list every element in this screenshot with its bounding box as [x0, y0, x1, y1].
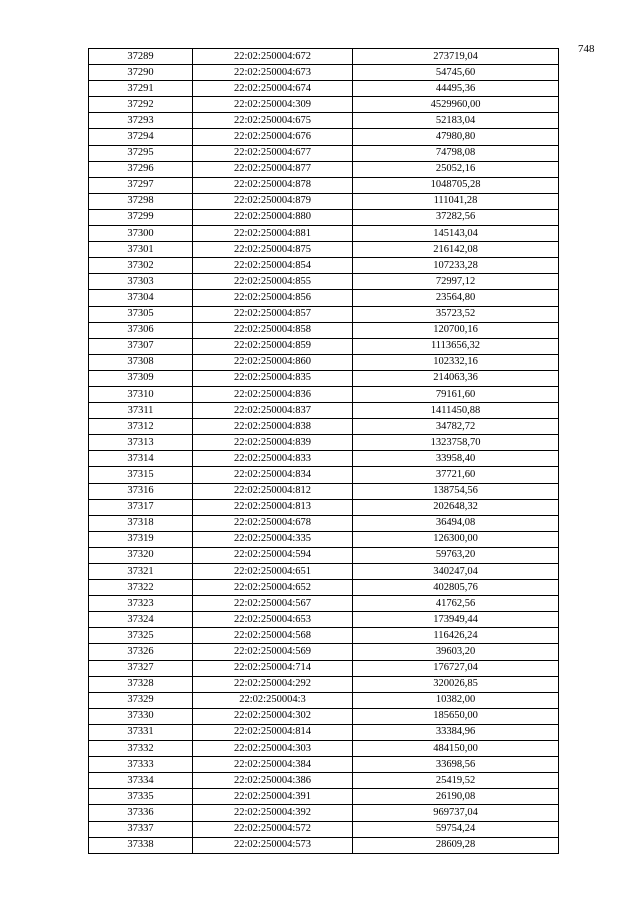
table-row	[89, 161, 559, 177]
table-row	[89, 65, 559, 81]
row-number-cell: 37319	[89, 531, 193, 547]
row-number-cell: 37316	[89, 483, 193, 499]
table-row	[89, 209, 559, 225]
row-number-cell: 37326	[89, 644, 193, 660]
cadastral-number-cell: 22:02:250004:879	[193, 193, 353, 209]
table-row	[89, 226, 559, 242]
cadastral-value-cell: 25419,52	[353, 773, 559, 789]
cadastral-number-cell: 22:02:250004:878	[193, 177, 353, 193]
row-number-cell: 37302	[89, 258, 193, 274]
table-row	[89, 322, 559, 338]
row-number-cell: 37323	[89, 596, 193, 612]
table-row	[89, 676, 559, 692]
cadastral-number-cell: 22:02:250004:651	[193, 564, 353, 580]
cadastral-value-cell: 34782,72	[353, 419, 559, 435]
table-row	[89, 129, 559, 145]
row-number-cell: 37291	[89, 81, 193, 97]
row-number-cell: 37318	[89, 515, 193, 531]
cadastral-value-cell: 10382,00	[353, 692, 559, 708]
cadastral-value-cell: 116426,24	[353, 628, 559, 644]
cadastral-number-cell: 22:02:250004:309	[193, 97, 353, 113]
cadastral-number-cell: 22:02:250004:838	[193, 419, 353, 435]
table-row	[89, 370, 559, 386]
cadastral-value-cell: 107233,28	[353, 258, 559, 274]
table-row	[89, 403, 559, 419]
cadastral-value-cell: 214063,36	[353, 370, 559, 386]
cadastral-number-cell: 22:02:250004:678	[193, 515, 353, 531]
row-number-cell: 37304	[89, 290, 193, 306]
cadastral-value-cell: 37282,56	[353, 209, 559, 225]
table-row	[89, 547, 559, 563]
cadastral-value-cell: 33698,56	[353, 757, 559, 773]
table-row	[89, 596, 559, 612]
cadastral-value-cell: 126300,00	[353, 531, 559, 547]
table-row	[89, 789, 559, 805]
row-number-cell: 37295	[89, 145, 193, 161]
cadastral-number-cell: 22:02:250004:860	[193, 354, 353, 370]
table-row	[89, 242, 559, 258]
cadastral-number-cell: 22:02:250004:673	[193, 65, 353, 81]
table-row	[89, 97, 559, 113]
table-row	[89, 354, 559, 370]
cadastral-value-cell: 59763,20	[353, 547, 559, 563]
cadastral-value-cell: 484150,00	[353, 741, 559, 757]
row-number-cell: 37308	[89, 354, 193, 370]
row-number-cell: 37293	[89, 113, 193, 129]
table-row	[89, 81, 559, 97]
row-number-cell: 37317	[89, 499, 193, 515]
cadastral-value-cell: 185650,00	[353, 708, 559, 724]
cadastral-number-cell: 22:02:250004:837	[193, 403, 353, 419]
table-row	[89, 338, 559, 354]
row-number-cell: 37320	[89, 547, 193, 563]
cadastral-value-cell: 33384,96	[353, 724, 559, 740]
table-row	[89, 564, 559, 580]
cadastral-number-cell: 22:02:250004:567	[193, 596, 353, 612]
cadastral-number-cell: 22:02:250004:302	[193, 708, 353, 724]
cadastral-number-cell: 22:02:250004:857	[193, 306, 353, 322]
row-number-cell: 37332	[89, 741, 193, 757]
cadastral-number-cell: 22:02:250004:856	[193, 290, 353, 306]
cadastral-number-cell: 22:02:250004:859	[193, 338, 353, 354]
row-number-cell: 37315	[89, 467, 193, 483]
cadastral-value-cell: 202648,32	[353, 499, 559, 515]
row-number-cell: 37337	[89, 821, 193, 837]
cadastral-number-cell: 22:02:250004:3	[193, 692, 353, 708]
table-row	[89, 660, 559, 676]
row-number-cell: 37292	[89, 97, 193, 113]
page-number: 748	[578, 43, 595, 55]
table-row	[89, 805, 559, 821]
cadastral-number-cell: 22:02:250004:814	[193, 724, 353, 740]
cadastral-value-cell: 340247,04	[353, 564, 559, 580]
cadastral-value-cell: 145143,04	[353, 226, 559, 242]
cadastral-number-cell: 22:02:250004:572	[193, 821, 353, 837]
table-row	[89, 467, 559, 483]
table-row	[89, 306, 559, 322]
cadastral-number-cell: 22:02:250004:813	[193, 499, 353, 515]
table-row	[89, 692, 559, 708]
table-row	[89, 837, 559, 853]
table-row	[89, 483, 559, 499]
table-row	[89, 290, 559, 306]
row-number-cell: 37310	[89, 386, 193, 402]
table-row	[89, 113, 559, 129]
cadastral-value-cell: 54745,60	[353, 65, 559, 81]
row-number-cell: 37303	[89, 274, 193, 290]
cadastral-value-cell: 44495,36	[353, 81, 559, 97]
cadastral-number-cell: 22:02:250004:335	[193, 531, 353, 547]
cadastral-value-cell: 41762,56	[353, 596, 559, 612]
table-row	[89, 515, 559, 531]
cadastral-number-cell: 22:02:250004:653	[193, 612, 353, 628]
cadastral-value-cell: 23564,80	[353, 290, 559, 306]
cadastral-number-cell: 22:02:250004:855	[193, 274, 353, 290]
row-number-cell: 37309	[89, 370, 193, 386]
cadastral-number-cell: 22:02:250004:303	[193, 741, 353, 757]
row-number-cell: 37290	[89, 65, 193, 81]
row-number-cell: 37301	[89, 242, 193, 258]
table-row	[89, 193, 559, 209]
cadastral-number-cell: 22:02:250004:675	[193, 113, 353, 129]
cadastral-value-cell: 1411450,88	[353, 403, 559, 419]
cadastral-number-cell: 22:02:250004:676	[193, 129, 353, 145]
cadastral-value-cell: 39603,20	[353, 644, 559, 660]
row-number-cell: 37289	[89, 49, 193, 65]
row-number-cell: 37296	[89, 161, 193, 177]
cadastral-value-cell: 37721,60	[353, 467, 559, 483]
table-row	[89, 499, 559, 515]
cadastral-number-cell: 22:02:250004:677	[193, 145, 353, 161]
cadastral-value-cell: 273719,04	[353, 49, 559, 65]
row-number-cell: 37313	[89, 435, 193, 451]
table-row	[89, 821, 559, 837]
table-row	[89, 419, 559, 435]
cadastral-value-table	[88, 48, 559, 854]
row-number-cell: 37294	[89, 129, 193, 145]
table-row	[89, 724, 559, 740]
table-row	[89, 757, 559, 773]
cadastral-value-cell: 72997,12	[353, 274, 559, 290]
cadastral-value-cell: 25052,16	[353, 161, 559, 177]
cadastral-number-cell: 22:02:250004:875	[193, 242, 353, 258]
cadastral-number-cell: 22:02:250004:839	[193, 435, 353, 451]
cadastral-value-cell: 59754,24	[353, 821, 559, 837]
table-row	[89, 435, 559, 451]
table-row	[89, 531, 559, 547]
row-number-cell: 37335	[89, 789, 193, 805]
cadastral-value-cell: 36494,08	[353, 515, 559, 531]
cadastral-value-cell: 1048705,28	[353, 177, 559, 193]
cadastral-number-cell: 22:02:250004:573	[193, 837, 353, 853]
cadastral-number-cell: 22:02:250004:392	[193, 805, 353, 821]
table-row	[89, 773, 559, 789]
table-row	[89, 145, 559, 161]
cadastral-number-cell: 22:02:250004:568	[193, 628, 353, 644]
cadastral-value-cell: 1323758,70	[353, 435, 559, 451]
row-number-cell: 37328	[89, 676, 193, 692]
table-row	[89, 644, 559, 660]
row-number-cell: 37329	[89, 692, 193, 708]
cadastral-value-cell: 74798,08	[353, 145, 559, 161]
cadastral-value-cell: 47980,80	[353, 129, 559, 145]
row-number-cell: 37324	[89, 612, 193, 628]
table-row	[89, 451, 559, 467]
cadastral-number-cell: 22:02:250004:834	[193, 467, 353, 483]
row-number-cell: 37325	[89, 628, 193, 644]
row-number-cell: 37306	[89, 322, 193, 338]
row-number-cell: 37312	[89, 419, 193, 435]
cadastral-value-cell: 33958,40	[353, 451, 559, 467]
row-number-cell: 37331	[89, 724, 193, 740]
row-number-cell: 37336	[89, 805, 193, 821]
row-number-cell: 37334	[89, 773, 193, 789]
row-number-cell: 37333	[89, 757, 193, 773]
cadastral-value-cell: 320026,85	[353, 676, 559, 692]
row-number-cell: 37327	[89, 660, 193, 676]
table-row	[89, 628, 559, 644]
row-number-cell: 37300	[89, 226, 193, 242]
cadastral-number-cell: 22:02:250004:594	[193, 547, 353, 563]
cadastral-value-cell: 969737,04	[353, 805, 559, 821]
cadastral-number-cell: 22:02:250004:836	[193, 386, 353, 402]
table-row	[89, 258, 559, 274]
table-row	[89, 612, 559, 628]
cadastral-number-cell: 22:02:250004:854	[193, 258, 353, 274]
cadastral-value-cell: 402805,76	[353, 580, 559, 596]
table-row	[89, 386, 559, 402]
cadastral-number-cell: 22:02:250004:569	[193, 644, 353, 660]
cadastral-value-cell: 138754,56	[353, 483, 559, 499]
cadastral-value-cell: 52183,04	[353, 113, 559, 129]
cadastral-value-cell: 26190,08	[353, 789, 559, 805]
table-row	[89, 177, 559, 193]
cadastral-value-cell: 4529960,00	[353, 97, 559, 113]
cadastral-number-cell: 22:02:250004:835	[193, 370, 353, 386]
cadastral-number-cell: 22:02:250004:858	[193, 322, 353, 338]
cadastral-number-cell: 22:02:250004:384	[193, 757, 353, 773]
cadastral-number-cell: 22:02:250004:880	[193, 209, 353, 225]
row-number-cell: 37338	[89, 837, 193, 853]
row-number-cell: 37298	[89, 193, 193, 209]
cadastral-number-cell: 22:02:250004:674	[193, 81, 353, 97]
cadastral-number-cell: 22:02:250004:833	[193, 451, 353, 467]
cadastral-number-cell: 22:02:250004:652	[193, 580, 353, 596]
row-number-cell: 37307	[89, 338, 193, 354]
row-number-cell: 37305	[89, 306, 193, 322]
cadastral-number-cell: 22:02:250004:714	[193, 660, 353, 676]
cadastral-number-cell: 22:02:250004:292	[193, 676, 353, 692]
table-row	[89, 274, 559, 290]
cadastral-number-cell: 22:02:250004:881	[193, 226, 353, 242]
cadastral-value-cell: 102332,16	[353, 354, 559, 370]
cadastral-value-cell: 216142,08	[353, 242, 559, 258]
cadastral-value-cell: 120700,16	[353, 322, 559, 338]
cadastral-value-cell: 28609,28	[353, 837, 559, 853]
cadastral-number-cell: 22:02:250004:391	[193, 789, 353, 805]
row-number-cell: 37321	[89, 564, 193, 580]
table-row	[89, 708, 559, 724]
row-number-cell: 37330	[89, 708, 193, 724]
table-row	[89, 741, 559, 757]
cadastral-number-cell: 22:02:250004:672	[193, 49, 353, 65]
row-number-cell: 37322	[89, 580, 193, 596]
row-number-cell: 37299	[89, 209, 193, 225]
row-number-cell: 37297	[89, 177, 193, 193]
cadastral-value-cell: 176727,04	[353, 660, 559, 676]
cadastral-value-cell: 79161,60	[353, 386, 559, 402]
cadastral-value-cell: 1113656,32	[353, 338, 559, 354]
table-row	[89, 49, 559, 65]
cadastral-number-cell: 22:02:250004:812	[193, 483, 353, 499]
table-body	[89, 49, 559, 854]
cadastral-number-cell: 22:02:250004:877	[193, 161, 353, 177]
cadastral-number-cell: 22:02:250004:386	[193, 773, 353, 789]
cadastral-value-cell: 111041,28	[353, 193, 559, 209]
row-number-cell: 37311	[89, 403, 193, 419]
cadastral-value-cell: 173949,44	[353, 612, 559, 628]
cadastral-value-cell: 35723,52	[353, 306, 559, 322]
table-row	[89, 580, 559, 596]
row-number-cell: 37314	[89, 451, 193, 467]
